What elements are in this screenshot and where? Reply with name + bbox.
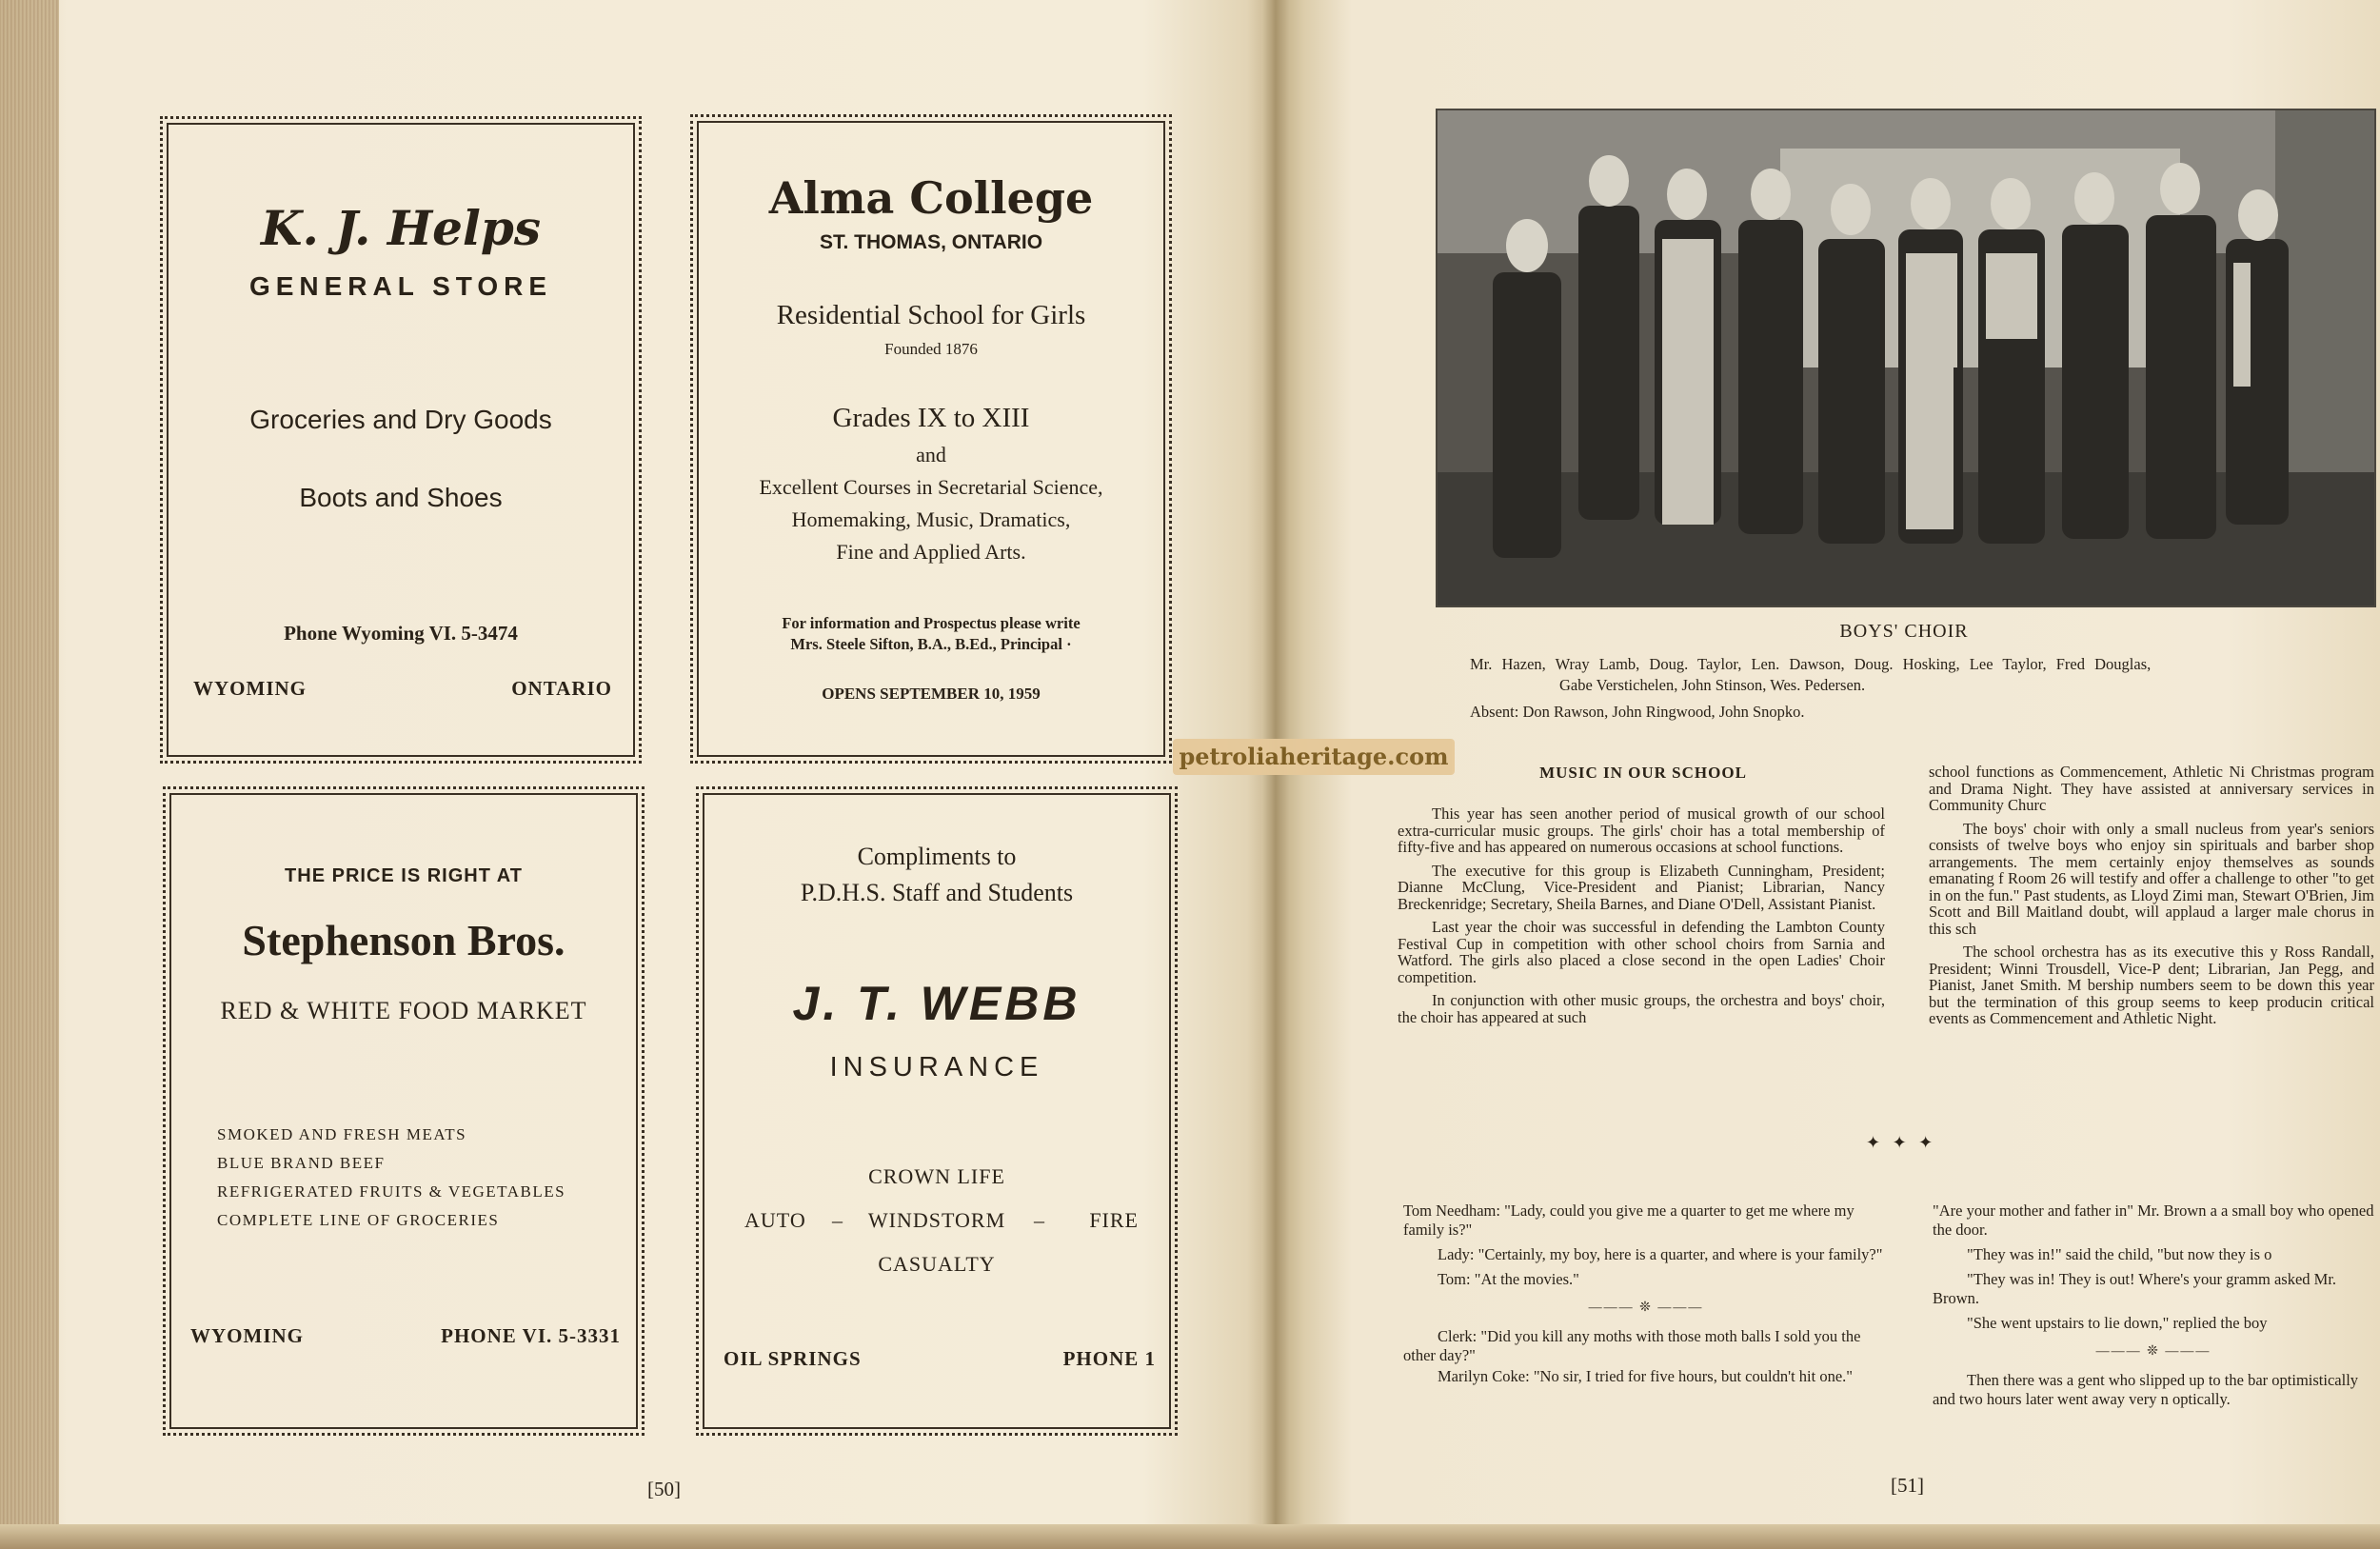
ad-province: ONTARIO (511, 677, 612, 700)
ad-stephenson-bros (163, 786, 645, 1436)
ad-alma-college (690, 114, 1172, 764)
ad-town: WYOMING (190, 1324, 304, 1347)
ad-item: REFRIGERATED FRUITS & VEGETABLES (217, 1182, 566, 1201)
ad-dash: – (1034, 1208, 1044, 1232)
ad-founded: Founded 1876 (884, 340, 978, 358)
ad-jt-webb (696, 786, 1178, 1436)
ad-info: Mrs. Steele Sifton, B.A., B.Ed., Principal · (790, 635, 1072, 653)
ad-location: ST. THOMAS, ONTARIO (819, 231, 1043, 253)
ad-town: WYOMING (193, 677, 307, 700)
choir-absent: Absent: Don Rawson, John Ringwood, John Snopko. (1470, 703, 1805, 721)
ad-info: For information and Prospectus please write (782, 614, 1081, 632)
section-divider: ✦ ✦ ✦ (1866, 1133, 1937, 1152)
ad-dash: – (832, 1208, 843, 1232)
ad-title: Alma College (768, 172, 1094, 224)
jokes-right (1933, 1201, 2374, 1415)
joke-line: Then there was a gent who slipped up to the bar optimistically and two hours later went away very n optically. (1933, 1371, 2359, 1408)
ad-phone: Phone Wyoming VI. 5-3474 (284, 622, 518, 645)
ad-subtitle: RED & WHITE FOOD MARKET (220, 997, 587, 1024)
jokes-left (1403, 1201, 1889, 1392)
watermark: petroliaheritage.com (1173, 739, 1455, 775)
article-paragraph: The school orchestra has as its executive this y Ross Randall, President; Winni Trousdell, Vice-P dent; Librarian, Jan Pegg, and Pianist, Janet Smith. M bership numbers seem to be down this year but the termination of this group seems to keep producin critical events as Commencement and Athletic Night. (1929, 943, 2374, 1027)
boys-choir-photo (1436, 109, 2376, 607)
article-paragraph: The boys' choir with only a small nucleus from year's seniors consists of twelve boys who enjoy sin spirituals and barber shop arrangements. The mem certainly enjoy themselves as sounds emanating f Room 26 will testify and offer a challenge to other "to get in on the fun." Past students, as Lloyd Zimi man, Stewart O'Brien, Jim Scott and Bill Maitland doubt, will applaud a larger male chorus in this sch (1929, 819, 2374, 938)
ad-item: BLUE BRAND BEEF (217, 1154, 386, 1172)
ad-auto: AUTO (744, 1208, 806, 1232)
ad-text: Excellent Courses in Secretarial Science, (759, 475, 1103, 499)
ad-pre: THE PRICE IS RIGHT AT (285, 865, 523, 886)
ad-line: CASUALTY (878, 1252, 996, 1276)
page-number-right: [51] (1891, 1474, 1924, 1497)
ad-phone: PHONE 1 (1062, 1347, 1156, 1370)
ad-kj-helps (160, 116, 642, 764)
article-column-2 (1929, 764, 2374, 1034)
joke-line: Clerk: "Did you kill any moths with those moth balls I sold you the other day?" (1403, 1327, 1861, 1364)
ad-text: and (916, 443, 946, 467)
joke-line: Lady: "Certainly, my boy, here is a quarter, and where is your family?" (1438, 1245, 1883, 1263)
article-paragraph: In conjunction with other music groups, the orchestra and boys' choir, the choir has appeared at such (1398, 991, 1885, 1026)
ad-text: Homemaking, Music, Dramatics, (791, 507, 1071, 531)
joke-line: "They was in! They is out! Where's your gramm asked Mr. Brown. (1933, 1270, 2337, 1307)
page-edges (0, 0, 59, 1549)
ad-subtitle: GENERAL STORE (248, 271, 553, 301)
joke-separator: ——— ❊ ——— (2095, 1344, 2211, 1359)
choir-names: Mr. Hazen, Wray Lamb, Doug. Taylor, Len. Dawson, Doug. Hosking, Lee Taylor, Fred Douglas, (1470, 655, 2152, 673)
joke-line: "Are your mother and father in" Mr. Brown a a small boy who opened the door. (1933, 1201, 2374, 1239)
ad-line: Groceries and Dry Goods (249, 405, 552, 434)
book-bottom-edge (0, 1524, 2380, 1549)
article-paragraph: This year has seen another period of musical growth of our school extra-curricular music groups. The girls' choir has a total membership of fifty-five and has appeared on numerous occasions at school functions. (1398, 804, 1885, 856)
ad-opens: OPENS SEPTEMBER 10, 1959 (822, 685, 1041, 703)
choir-photo-illustration (1438, 110, 2374, 606)
article-paragraph: The executive for this group is Elizabeth Cunningham, President; Dianne McClung, Vice-President and Pianist; Librarian, Nancy Breckenridge; Secretary, Sheila Barnes, and Diane O'Dell, Assistant Pianist. (1398, 861, 1885, 913)
ad-town: OIL SPRINGS (724, 1347, 862, 1370)
ad-compliments: Compliments to (857, 843, 1017, 870)
ad-title: K. J. Helps (260, 200, 542, 256)
ad-tagline: Residential School for Girls (776, 300, 1086, 330)
ad-phone: PHONE VI. 5-3331 (441, 1324, 621, 1347)
joke-line: "She went upstairs to lie down," replied the boy (1967, 1314, 2268, 1332)
photo-caption: BOYS' CHOIR (1839, 621, 1969, 642)
ad-line: CROWN LIFE (868, 1164, 1005, 1188)
ad-windstorm: WINDSTORM (867, 1208, 1006, 1232)
choir-names-cont: Gabe Verstichelen, John Stinson, Wes. Pedersen. (1559, 676, 1866, 694)
ad-title: Stephenson Bros. (242, 916, 565, 964)
ad-fire: FIRE (1089, 1208, 1139, 1232)
joke-line: Tom Needham: "Lady, could you give me a quarter to get me where my family is?" (1403, 1201, 1854, 1239)
ad-subtitle: INSURANCE (829, 1052, 1044, 1082)
joke-line: Tom: "At the movies." (1438, 1270, 1579, 1288)
article-paragraph: Last year the choir was successful in defending the Lambton County Festival Cup in competition with other school choirs from Sarnia and Watford. The girls also placed a close second in the open Ladies' Choir competition. (1398, 918, 1885, 986)
ad-item: SMOKED AND FRESH MEATS (217, 1125, 467, 1143)
article-title: MUSIC IN OUR SCHOOL (1539, 764, 1747, 782)
ad-item: COMPLETE LINE OF GROCERIES (217, 1211, 500, 1229)
ad-line: Boots and Shoes (299, 483, 503, 512)
article-column-1 (1398, 805, 1885, 1032)
ad-title: J. T. WEBB (792, 977, 1081, 1030)
article-paragraph: school functions as Commencement, Athletic Ni Christmas program and Drama Night. They have assisted at anniversary services in Community Churc (1929, 764, 2374, 814)
ad-text: Fine and Applied Arts. (836, 540, 1026, 564)
ad-compliments: P.D.H.S. Staff and Students (800, 879, 1074, 906)
ad-items (217, 1121, 565, 1235)
joke-separator: ——— ❊ ——— (1588, 1301, 1704, 1315)
page-number-left: [50] (647, 1478, 681, 1500)
joke-line: Marilyn Coke: "No sir, I tried for five hours, but couldn't hit one." (1438, 1367, 1854, 1385)
joke-line: "They was in!" said the child, "but now they is o (1967, 1245, 2272, 1263)
ad-grades: Grades IX to XIII (832, 403, 1030, 433)
